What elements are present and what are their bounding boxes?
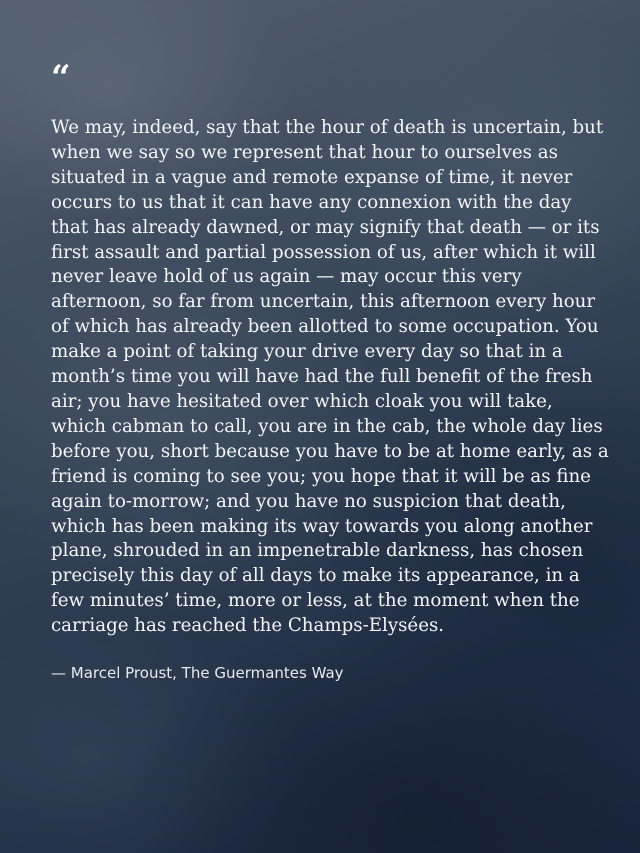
quote-mark-icon: “ (51, 58, 71, 98)
quote-attribution: — Marcel Proust, The Guermantes Way (51, 664, 344, 683)
quote-text: We may, indeed, say that the hour of death is uncertain, but when we say so we represent that hour to ourselves as situated in a vague and remote expanse of time, it never occurs to us that it can have any connexion with the day that has already dawned, or may signify that death — or its first assault and partial possession of us, after which it will never leave hold of us again — may occur this very afternoon, so far from uncertain, this afternoon every hour of which has already been allotted to some occupation. You make a point of taking your drive every day so that in a month’s time you will have had the full benefit of the fresh air; you have hesitated over which cloak you will take, which cabman to call, you are in the cab, the whole day lies before you, short because you have to be at home early, as a friend is coming to see you; you hope that it will be as fine again to-morrow; and you have no suspicion that death, which has been making its way towards you along another plane, shrouded in an impenetrable darkness, has chosen precisely this day of all days to make its appearance, in a few minutes’ time, more or less, at the moment when the carriage has reached the Champs-Elysées. (51, 117, 609, 637)
quote-card (51, 58, 611, 683)
